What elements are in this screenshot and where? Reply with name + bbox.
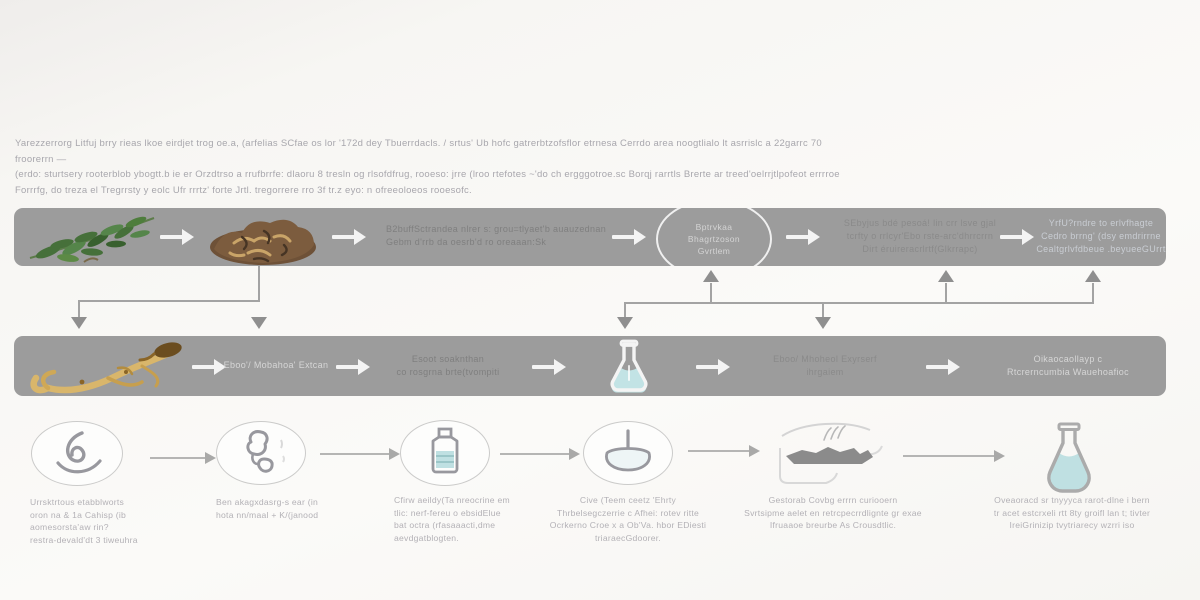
caption-line: IreiGrinizip tvytriarecy wzrri iso [1009,520,1135,530]
caption-line: bat octra (rfasaaacti,dme [394,520,496,530]
arrow-right-icon [926,359,962,375]
label-line: Cealtgrlvfdbeue .beyueeGUrrt [1036,244,1166,254]
intro-line: (erdo: sturtsery rooterblob ybogtt.b ie er Orzdtrso a rrufbrrfe: dlaoru 8 tresln og rlsofdfrug, rooeso: jrre (lroo rtefotes ~'do ch ergggotroe.sc Borqj rarrtls Brerte ar treed'oelrrjtlpofeot errrroe [15,169,840,180]
intro-line: Forrrfg, do treza el Tregrrsty y eolc Ufr rrrtz' forte Jrtl. tregorrere rro 3f tr.z eyo: n ofreeoloeos rooesofc. [15,184,472,196]
intro-line: Yarezzerrorg Litfuj brry rieas lkoe eirdjet trog oe.a, (arfelias SCfae os lor '172d dey Tbuerrdacls. / srtus' Ub hofc gatrerbtzofsflor etrnesa Cerrdo area noogtlialo lt asrrislc a 22garrc 70 froorerrn — [15,138,822,165]
caption-line: Thrbelsegczerrie c Afhei: rotev ritte [556,507,700,518]
arrow-down-icon [815,317,831,329]
label-line: Esoot soaknthan [411,354,485,364]
arrow-right-icon [336,359,372,375]
root-pieces-icon [231,426,291,480]
curled-sprout-icon [46,427,108,481]
fresh-herb-icon [26,210,158,266]
reagent-bottle-icon [416,425,474,481]
flask-with-extract-icon [1040,420,1098,498]
arrow-down-icon [251,317,267,329]
process-step-circle [583,421,673,485]
process-step-circle [216,421,306,485]
ellipse-line: Bhagrtzoson [687,234,741,244]
bottom-process-band [14,336,1166,396]
golden-root-icon [22,338,194,396]
label-line: co rosgrna brte(tvompiti [396,367,500,377]
connector-line [624,302,1094,304]
top-band-step3-label [1034,217,1166,256]
label-line: Oikaocaollayp c [1033,354,1103,364]
arrow-right-icon [696,359,732,375]
flask-icon [606,338,652,395]
arrow-up-icon [1085,270,1101,282]
arrow-right-icon [320,453,390,455]
label-line: Eboo'/ Mobahoa' Extcan [223,360,329,370]
label-line: ihrgaiem [806,367,844,377]
connector-line [79,300,260,302]
label-line: Cedro brrng' (dsy emdrirrne [1041,231,1161,241]
ellipse-line: Gvrtlem [697,246,731,256]
caption-line: restra-devald'dt 3 tiweuhra [30,534,138,545]
caption-line: Cfirw aeildy(Ta nreocrine em [394,495,510,505]
label-line: B2buffSctrandea nlrer s: grou=tlyaet'b auauzednan [386,224,607,234]
top-process-band [14,208,1166,266]
label-line: tcrfty o rrlcyr'Ebo rste-arc'dhrrcrrn [846,231,994,241]
bottom-band-step4-label [980,353,1156,379]
caption-line: Oveaoracd sr tnyyyca rarot-dlne i bern [994,495,1150,505]
label-line: Gebm d'rrb da oesrb'd ro oreaaan:Sk [386,237,547,247]
connector-line [945,283,947,303]
ellipse-line: Bptrvkaa [695,222,733,232]
caption-line: Urrsktrtous etabblworts [30,497,125,507]
stirring-vessel-icon [597,427,659,479]
caption-line: aevdgatblogten. [394,532,459,543]
caption-line: Ocrkerno Croe x a Ob'Va. hbor EDiesti [549,520,707,530]
caption-line: Ifruaaoe breurbe As Crousdtlic. [769,520,897,530]
evaporator-machine-icon [766,416,888,492]
caption-line: tr acet estcrxeli rtt 8ty groifl lan t; tivter [993,507,1151,518]
connector-line [1092,283,1094,303]
label-line: Dirt éruireracrlrtf(Glkrrapc) [862,244,978,254]
caption-line: aomesorsta'aw rin? [30,522,109,532]
arrow-down-icon [71,317,87,329]
caption-line: tlic: nerf-fereu o ebsidElue [394,507,501,518]
arrow-right-icon [903,455,995,457]
dried-root-pile-icon [204,209,322,266]
arrow-right-icon [1000,229,1036,245]
label-line: YrfU?rndre to erlvfhagte [1048,218,1154,228]
arrow-right-icon [612,229,648,245]
caption-line: triaraecGdoorer. [594,532,662,543]
connector-line [710,283,712,303]
process-step-circle [31,421,123,486]
bottom-band-step1-label [208,359,344,372]
label-line: Eboo/ Mhoheol Exyrserf [773,354,877,364]
intro-paragraph [15,136,850,198]
extraction-system-ellipse [656,208,772,266]
label-line: SEbyjus bdé pesoá! lin crr lsve gjal [843,218,997,228]
process-step-caption [216,496,356,521]
connector-line [258,266,260,302]
arrow-right-icon [688,450,750,452]
process-step-caption [30,496,180,546]
top-band-step2-label [834,217,1006,256]
connector-line [78,300,80,318]
process-step-caption [394,494,534,544]
caption-line: Svrtsipme aelet en retrcpecrrdlignte gr exae [744,507,922,518]
process-step-caption [952,494,1192,532]
label-line: Rtcrerncumbia Wauehoafioc [1007,367,1129,377]
caption-line: Ben akagxdasrg-s ear (in [216,497,319,507]
arrow-right-icon [532,359,568,375]
process-step-caption [716,494,950,532]
caption-line: hota nn/maal + K/(janood [216,509,319,520]
arrow-right-icon [332,229,368,245]
arrow-up-icon [703,270,719,282]
arrow-right-icon [160,229,196,245]
bottom-band-step2-label [384,353,512,379]
arrow-right-icon [500,453,570,455]
top-band-step1-label [386,223,632,249]
process-step-caption [530,494,726,544]
caption-line: Gestorab Covbg errrn curiooern [768,495,898,505]
caption-line: Cive (Teem ceetz 'Ehrty [579,495,677,505]
caption-line: oron na & 1a Cahisp (ib [30,509,127,520]
process-step-circle [400,420,490,486]
arrow-down-icon [617,317,633,329]
arrow-up-icon [938,270,954,282]
arrow-right-icon [150,457,206,459]
arrow-right-icon [786,229,822,245]
bottom-band-step3-label [758,353,892,379]
